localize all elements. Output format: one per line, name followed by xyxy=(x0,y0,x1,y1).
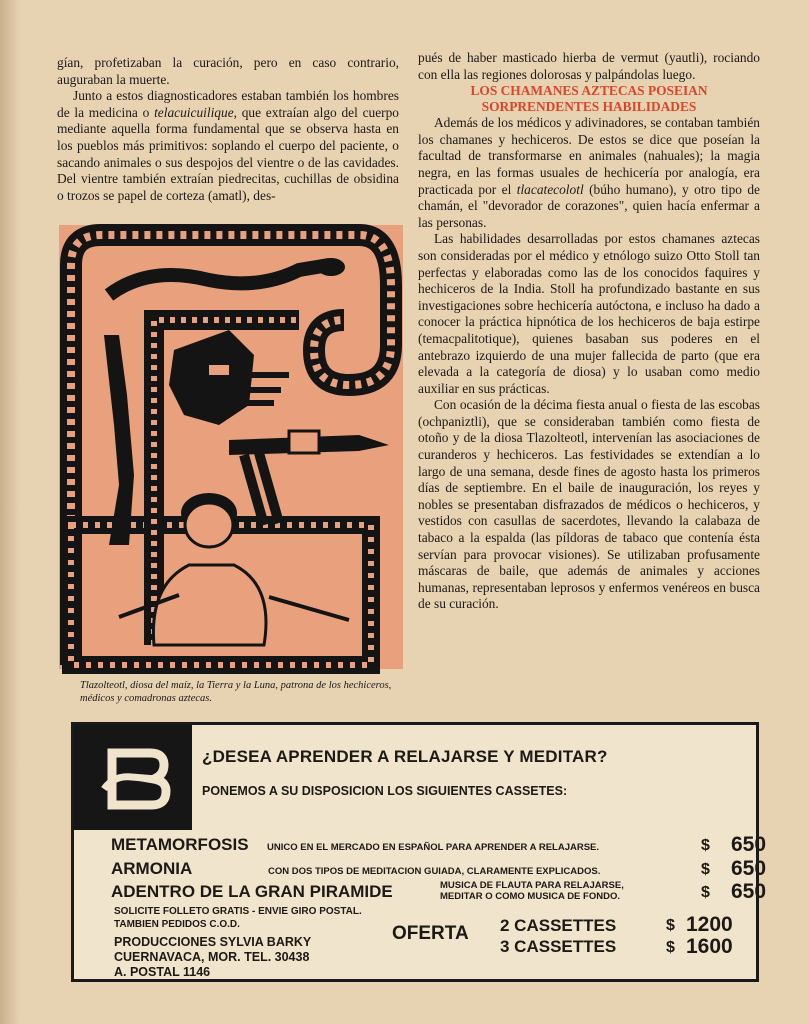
logo-icon xyxy=(74,725,192,830)
offer-line xyxy=(500,916,616,936)
currency-sign: $ xyxy=(701,837,710,854)
offer-line xyxy=(500,937,616,957)
product-row xyxy=(111,878,767,903)
mask-eye xyxy=(209,365,229,375)
article-left-column xyxy=(57,55,399,204)
text-run: Además de los médicos y adivinadores, se contaban también los chamanes y hechiceros. De estos se dice que poseían la facultad de transformarse en animales (nahuales); la magia negra, en las formas usuales de hechicería por analogía, era practicada por el xyxy=(418,115,760,197)
paragraph: Las habilidades desarrolladas por estos chamanes aztecas son consideradas por el médico y etnólogo suizo Otto Stoll tan perfectas y elaboradas como las de los conocidos faquires y hechiceros de la India. Stoll ha profundizado bastante en sus investigaciones sobre hechicería autóctona, e incluso ha dado a conocer la práctica hipnótica de los hechiceros de baja estirpe (temacpalitotique), quienes basaban sus poderes en el antebrazo izquierdo de una mujer fallecida de parto (que era elevada a la categoría de diosa) y lo usaban como medio auxiliar en sus prácticas. xyxy=(418,231,760,396)
address-block xyxy=(114,935,311,980)
ad-subheadline: PONEMOS A SU DISPOSICION LOS SIGUIENTES CASSETES: xyxy=(202,784,568,798)
address-line: PRODUCCIONES SYLVIA BARKY xyxy=(114,935,312,949)
masked-figure-head xyxy=(169,330,254,425)
text-run: , que extraían algo del cuerpo mediante aquella forma fundamental que se observa hasta en los pueblos más primitivos: soplando el cuerpo del paciente, o sacando animales o sus despojos del vientre o de las cavidades. Del vientre también extraían piedrecitas, cuchillas de obsidina o trozos se papel de corteza (amatl), des- xyxy=(57,104,400,203)
product-description: CON DOS TIPOS DE MEDITACION GUIADA, CLARAMENTE EXPLICADOS. xyxy=(268,866,601,877)
section-heading: LOS CHAMANES AZTECAS POSEIAN SORPRENDENTES HABILIDADES xyxy=(470,83,708,115)
product-price: 650 xyxy=(731,833,767,856)
serpent-head xyxy=(317,258,345,276)
address-line: A. POSTAL 1146 xyxy=(114,965,211,979)
product-row xyxy=(111,855,767,880)
currency-sign: $ xyxy=(701,884,710,901)
product-row xyxy=(111,831,767,856)
description-line: MEDITAR O COMO MUSICA DE FONDO. xyxy=(440,891,620,902)
ribbons xyxy=(244,453,279,525)
ad-headline: ¿DESEA APRENDER A RELAJARSE Y MEDITAR? xyxy=(202,747,608,766)
order-line: TAMBIEN PEDIDOS C.O.D. xyxy=(114,919,240,930)
arm-bracelet xyxy=(289,431,319,453)
offer-price: 1600 xyxy=(686,935,733,958)
product-description xyxy=(440,880,624,902)
brand-logo xyxy=(74,725,192,830)
text-run: (búho humano), y otro tipo de chamán, el "devorador de corazones", quien hacía enfermar a las personas. xyxy=(418,181,760,230)
tlazolteotl-codex-illustration xyxy=(59,225,403,669)
product-price: 650 xyxy=(731,857,767,880)
product-name: ARMONIA xyxy=(111,859,193,878)
order-info xyxy=(114,905,362,931)
currency-sign: $ xyxy=(666,939,675,956)
italic-term: tlacatecolotl xyxy=(516,181,584,197)
offer-price: 1200 xyxy=(686,913,733,936)
goddess-body xyxy=(153,565,266,645)
serpent-shape xyxy=(109,265,329,295)
cassette-advertisement xyxy=(71,722,767,982)
hanging-figure xyxy=(104,335,134,545)
product-name: METAMORFOSIS xyxy=(111,835,249,854)
offer-label: OFERTA xyxy=(392,923,469,944)
offer-quantity: 3 CASSETTES xyxy=(500,937,617,956)
address-line: CUERNAVACA, MOR. TEL. 30438 xyxy=(114,950,310,964)
order-line: SOLICITE FOLLETO GRATIS - ENVIE GIRO POSTAL. xyxy=(114,906,362,917)
currency-sign: $ xyxy=(701,861,710,878)
paragraph: Con ocasión de la décima fiesta anual o fiesta de las escobas (ochpaniztli), que se consideraban también como fiesta de otoño y de la diosa Tlazolteotl, intervenían las asociaciones de curanderos y hechiceros. Las festividades se extendían a lo largo de una semana, desde fines de agosto hasta los primeros días de septiembre. En el baile de inauguración, los reyes y nobles se presentaban disfrazados de médicos o hechiceros, y vestidos con casullas de sacerdotes, llevando la calabaza de tabaco a la espalda (las píldoras de tabaco que contenía ésta servían para provocar visiones). Se utilizaban profusamente máscaras de baile, que además de animales y acciones humanas, representaban leprosos y enfermos venéreos en busca de su curación. xyxy=(418,397,760,612)
text-run: Junto a estos diagnosticadores estaban también los hombres de la medicina o xyxy=(57,88,399,120)
paragraph: gían, profetizaban la curación, pero en caso contrario, auguraban la muerte. xyxy=(57,55,399,87)
mask-plumes xyxy=(247,375,289,403)
italic-term: telacuicuilique xyxy=(154,104,234,120)
offer-quantity: 2 CASSETTES xyxy=(500,916,617,935)
product-price: 650 xyxy=(731,880,767,903)
currency-sign: $ xyxy=(666,917,675,934)
goddess-face xyxy=(185,503,233,547)
description-line: MUSICA DE FLAUTA PARA RELAJARSE, xyxy=(440,880,624,891)
paragraph xyxy=(418,115,760,231)
paragraph xyxy=(57,88,399,204)
product-description: UNICO EN EL MERCADO EN ESPAÑOL PARA APRENDER A RELAJARSE. xyxy=(267,842,600,853)
product-name: ADENTRO DE LA GRAN PIRAMIDE xyxy=(111,882,393,901)
codex-drawing xyxy=(59,225,403,669)
paragraph: pués de haber masticado hierba de vermut (yautli), rociando con ella las regiones dolorosas y palpándolas luego. xyxy=(418,50,760,82)
article-right-column xyxy=(418,50,760,613)
page-gutter-shadow xyxy=(0,0,20,1024)
illustration-caption: Tlazolteotl, diosa del maíz, la Tierra y la Luna, patrona de los hechiceros, médicos y comadronas aztecas. xyxy=(80,680,392,704)
